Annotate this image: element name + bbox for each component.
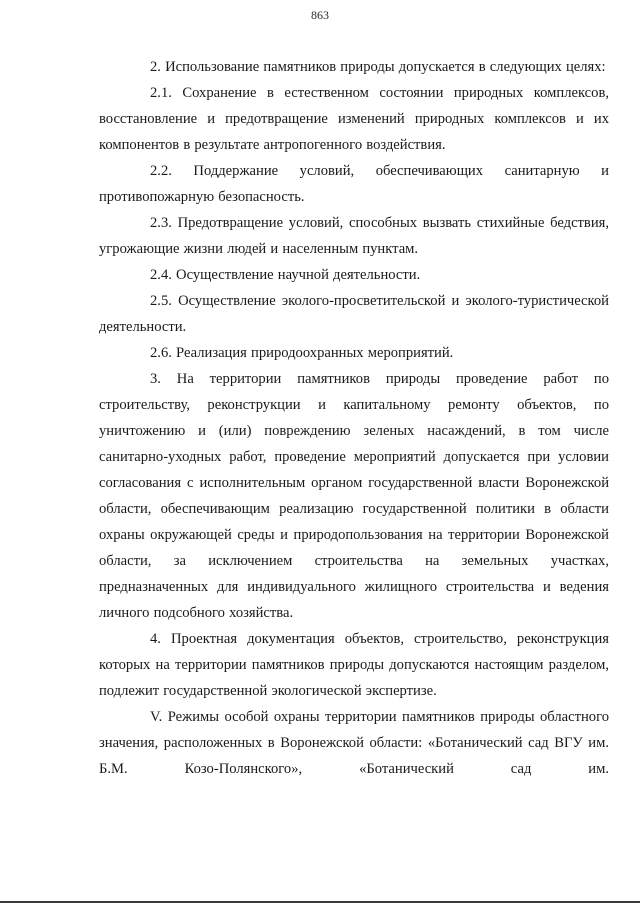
paragraph-2-2: 2.2. Поддержание условий, обеспечивающих санитарную и противопожарную безопасность. [99,163,609,205]
paragraph-2-5: 2.5. Осуществление эколого-просветительской и эколого-туристической деятельности. [99,293,609,335]
paragraph-2-6: 2.6. Реализация природоохранных мероприятий. [150,345,454,361]
page-number: 863 [311,8,329,22]
paragraph-4: 4. Проектная документация объектов, строительство, реконструкция которых на территории памятников природы допускаются настоящим разделом, подлежит государственной экологической экспертизе. [99,631,609,699]
paragraph-2-1: 2.1. Сохранение в естественном состоянии природных комплексов, восстановление и предотвращение изменений природных комплексов и их компонентов в результате антропогенного воздействия. [99,85,609,153]
paragraph-2-4: 2.4. Осуществление научной деятельности. [150,267,421,283]
document-body [99,54,609,782]
paragraph-2-3: 2.3. Предотвращение условий, способных вызвать стихийные бедствия, угрожающие жизни людей и населенным пунктам. [99,215,609,257]
paragraph-3: 3. На территории памятников природы проведение работ по строительству, реконструкции и капитальному ремонту объектов, по уничтожению и (или) повреждению зеленых насаждений, в том числе санитарно-уходных работ, проведение мероприятий допускается при условии согласования с исполнительным органом государственной власти Воронежской области, обеспечивающим реализацию государственной политики в области охраны окружающей среды и природопользования на территории Воронежской области, за исключением строительства на земельных участках, предназначенных для индивидуального жилищного строительства и ведения личного подсобного хозяйства. [99,371,609,621]
paragraph-2: 2. Использование памятников природы допускается в следующих целях: [150,59,606,75]
section-v-heading: V. Режимы особой охраны территории памятников природы областного значения, расположенных в Воронежской области: «Ботанический сад ВГУ им. Б.М. Козо-Полянского», «Ботанический сад им. [99,709,609,777]
